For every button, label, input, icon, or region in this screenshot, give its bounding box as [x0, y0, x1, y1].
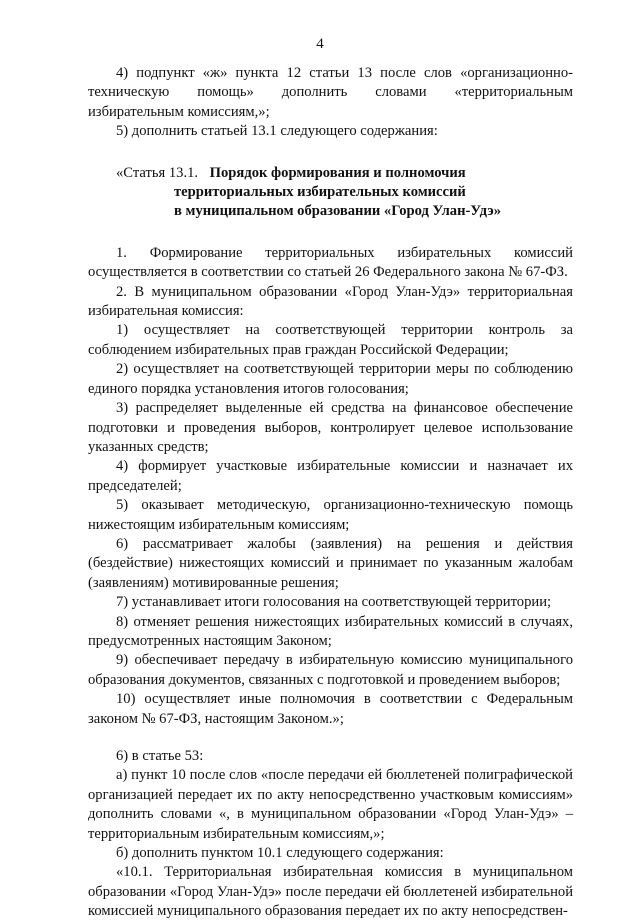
article-title-line-2: территориальных избирательных комиссий: [174, 184, 466, 201]
commission-power-5: 5) оказывает методическую, организационно-техническую помощь нижестоящим избирательным комиссиям;: [88, 497, 573, 533]
article-label: «Статья 13.1.: [116, 164, 199, 181]
commission-power-9: 9) обеспечивает передачу в избирательную комиссию муниципального образования документов, связанных с подготовкой и проведением выборов;: [88, 652, 573, 688]
article-title-line-3: в муниципальном образовании «Город Улан-Удэ»: [174, 203, 502, 220]
article-paragraph-1: 1. Формирование территориальных избирательных комиссий осуществляется в соответствии со статьей 26 Федерального закона № 67-ФЗ.: [88, 244, 573, 281]
amendment-item-6b: б) дополнить пунктом 10.1 следующего содержания:: [116, 845, 444, 862]
section-spacer: [88, 729, 573, 747]
commission-power-10: 10) осуществляет иные полномочия в соответствии с Федеральным законом № 67-ФЗ, настоящим Законом.»;: [88, 691, 573, 727]
page-number: 4: [316, 36, 324, 52]
commission-power-7: 7) устанавливает итоги голосования на соответствующей территории;: [116, 594, 552, 611]
commission-power-4: 4) формирует участковые избирательные комиссии и назначает их председателей;: [88, 458, 573, 494]
commission-power-2: 2) осуществляет на соответствующей территории меры по соблюдению единого порядка установления итогов голосования;: [88, 361, 573, 397]
article-paragraph-2: 2. В муниципальном образовании «Город Улан-Удэ» территориальная избирательная комиссия:: [88, 283, 573, 320]
new-point-10-1: «10.1. Территориальная избирательная комиссия в муниципальном образовании «Город Улан-Удэ» после передачи ей бюллетеней избирательной комиссией муниципального образования передает их по акту непосредствен-: [88, 864, 573, 920]
document-body: [88, 64, 573, 922]
amendment-item-6a: а) пункт 10 после слов «после передачи ей бюллетеней полиграфической организацией передает их по акту непосредственно участковым комиссиям» дополнить словами «, в муниципальном образовании «Город Улан-Удэ» – территориальным избирательным комиссиям,»;: [88, 767, 573, 842]
amendment-item-5: 5) дополнить статьей 13.1 следующего содержания:: [116, 123, 438, 140]
article-title-line-1: Порядок формирования и полномочия: [209, 164, 466, 181]
commission-power-3: 3) распределяет выделенные ей средства на финансовое обеспечение подготовки и проведения выборов, контролирует целевое использование указанных средств;: [88, 400, 573, 455]
commission-power-8: 8) отменяет решения нижестоящих избирательных комиссий в случаях, предусмотренных настоящим Законом;: [88, 613, 573, 649]
amendment-item-4: 4) подпункт «ж» пункта 12 статьи 13 после слов «организационно-техническую помощь» дополнить словами «территориальным избирательным комиссиям,»;: [88, 65, 573, 120]
amendment-item-6: 6) в статье 53:: [116, 748, 204, 764]
commission-power-6: 6) рассматривает жалобы (заявления) на решения и действия (бездействие) нижестоящих комиссий и принимает по указанным жалобам (заявлениям) мотивированные решения;: [88, 535, 573, 591]
commission-power-1: 1) осуществляет на соответствующей территории контроль за соблюдением избирательных прав граждан Российской Федерации;: [88, 322, 573, 358]
article-heading: [88, 164, 573, 222]
